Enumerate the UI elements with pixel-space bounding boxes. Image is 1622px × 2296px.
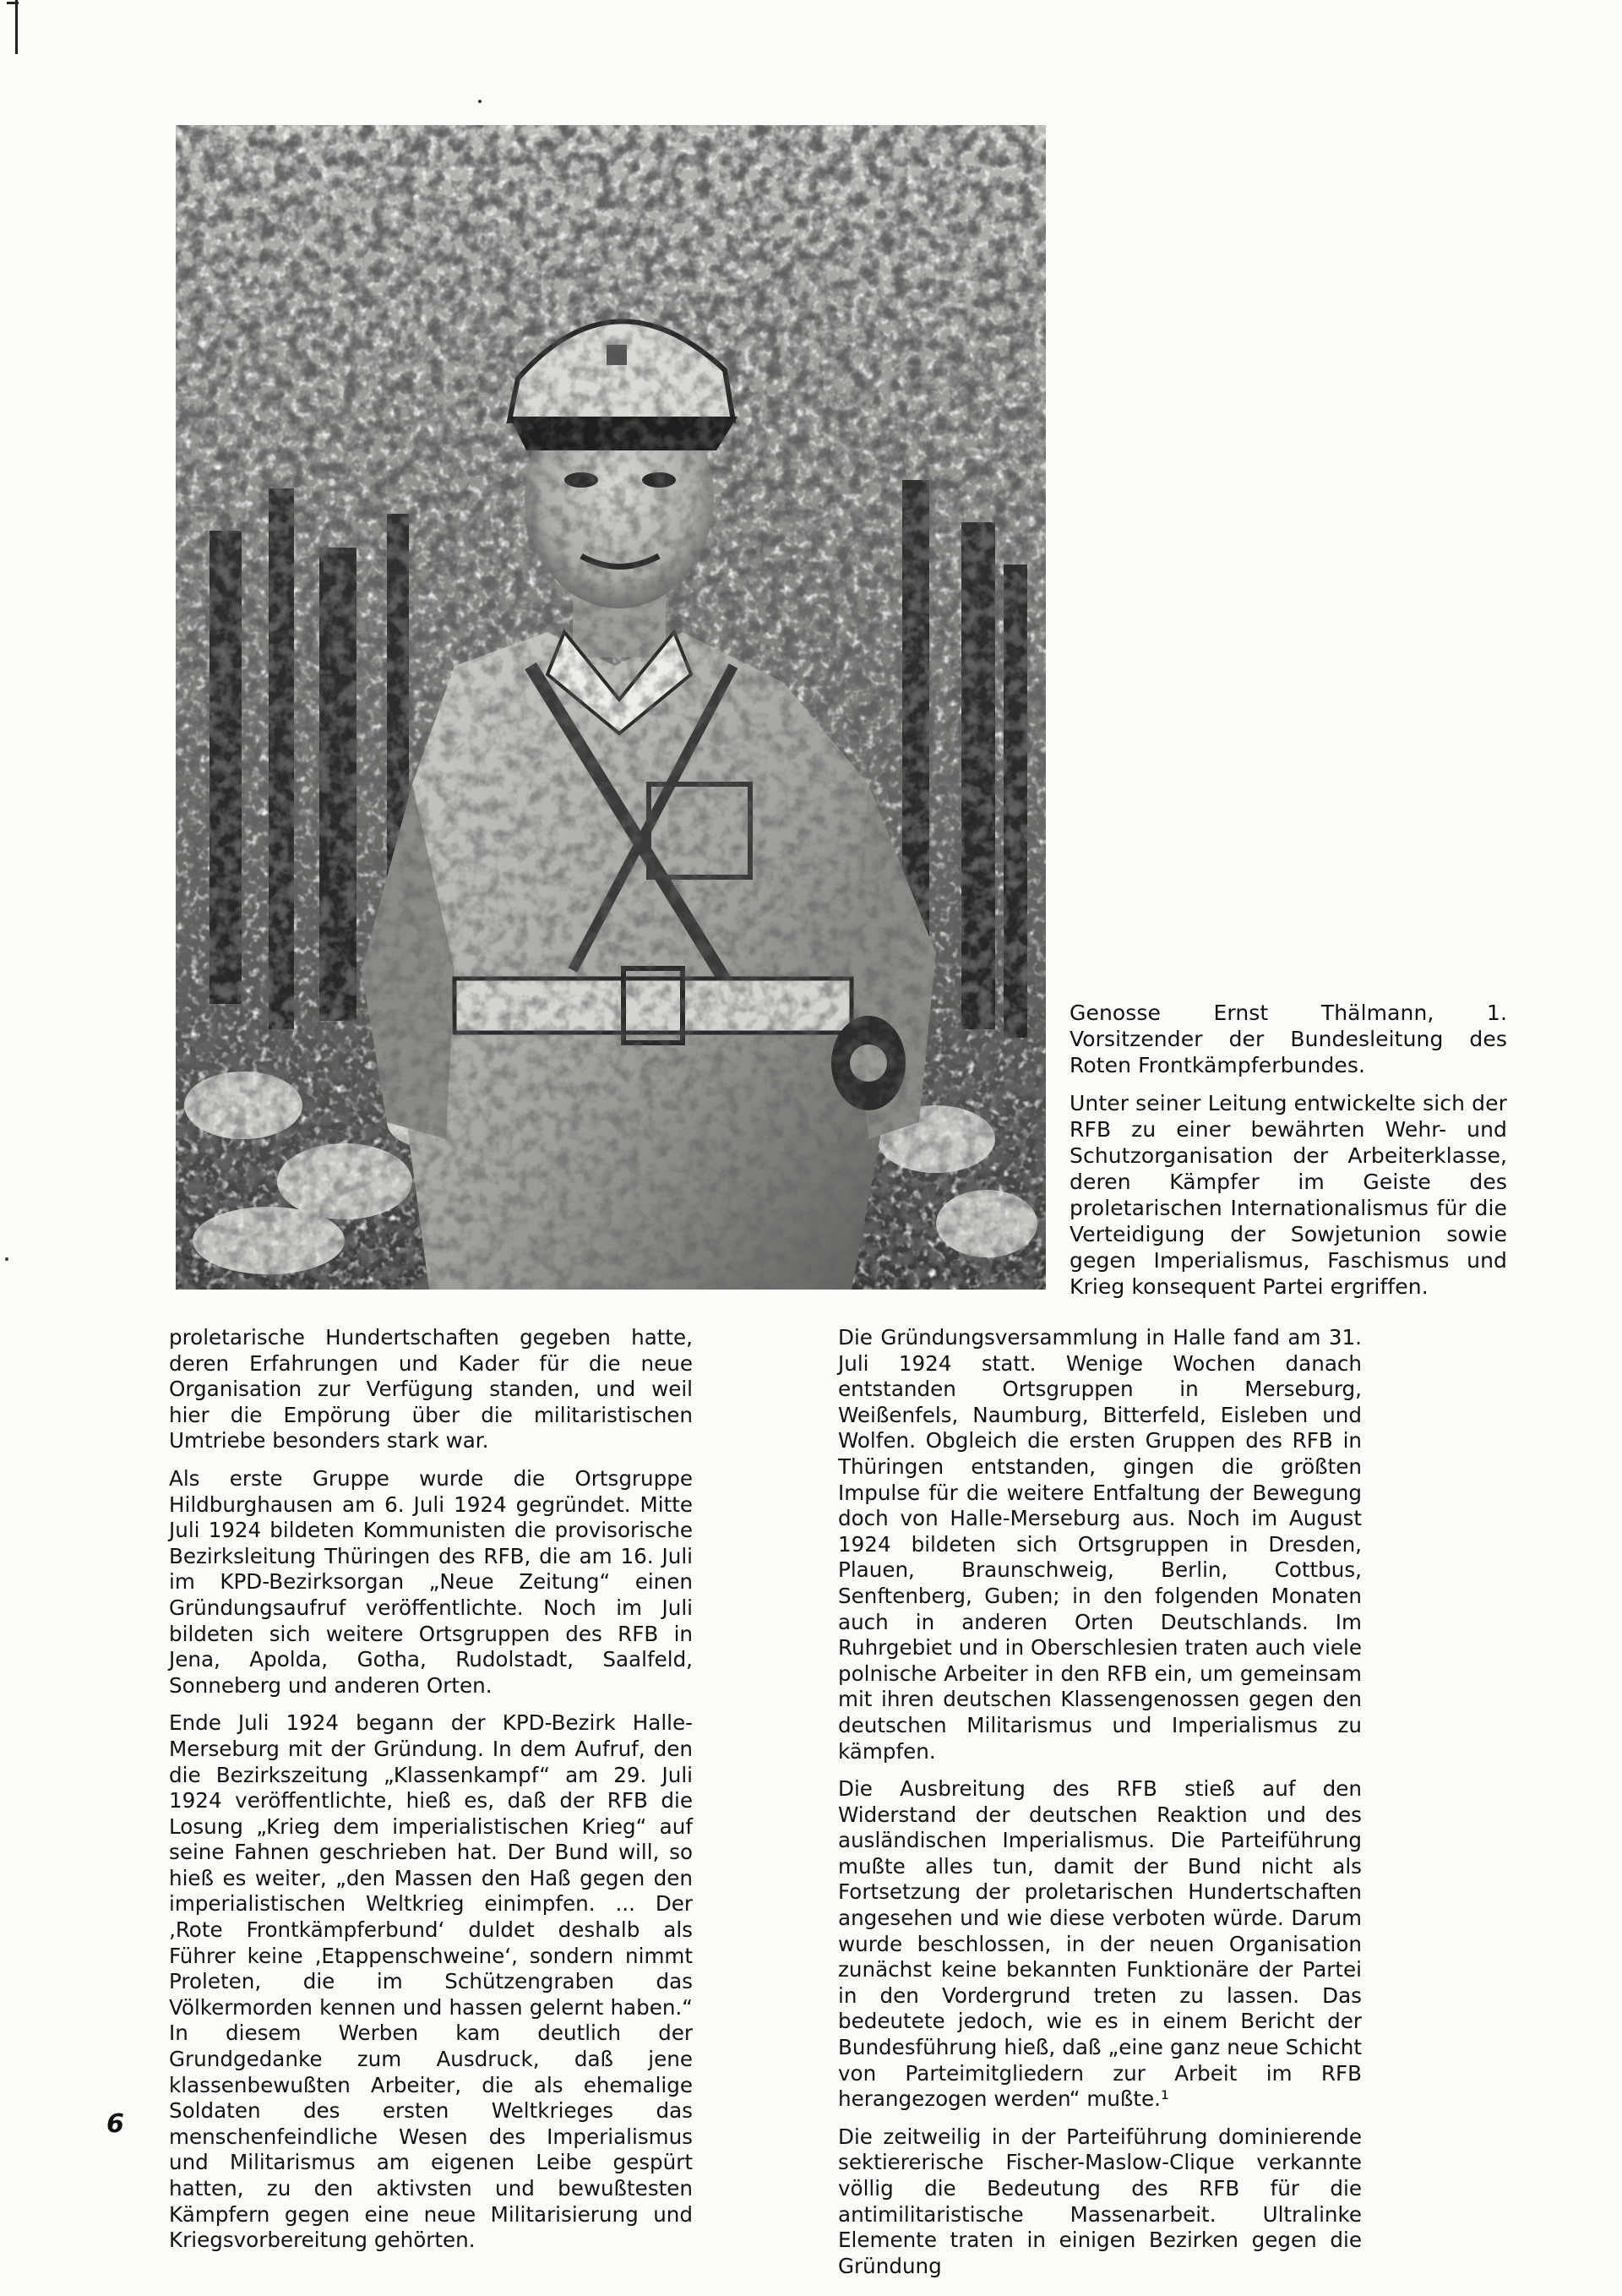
- caption-title: Genosse Ernst Thälmann, 1. Vorsitzender der Bundesleitung des Roten Frontkämpferbundes.: [1070, 1001, 1507, 1077]
- paragraph: proletarische Hundertschaften gegeben hatte, deren Erfahrungen und Kader für die neue Organisation zur Verfügung standen, und weil hier die Empörung über die militaristischen Umtriebe besonders stark war.: [169, 1325, 693, 1453]
- paragraph: Die Ausbreitung des RFB stieß auf den Widerstand der deutschen Reaktion und des ausländischen Imperialismus. Die Parteiführung mußte alles tun, damit der Bund nicht als Fortsetzung der proletarischen Hundertschaften angesehen und wie diese verboten würde. Darum wurde beschlossen, in der neuen Organisation zunächst keine bekannten Funktionäre der Partei in den Vordergrund treten zu lassen. Das bedeutete jedoch, wie es in einem Bericht der Bundesführung hieß, daß „eine ganz neue Schicht von Parteimitgliedern zur Arbeit im RFB herangezogen werden“ mußte.¹: [838, 1776, 1362, 2112]
- photo-caption: [1070, 1000, 1507, 1312]
- scan-speck: [478, 100, 482, 103]
- portrait-photo: [176, 125, 1046, 1290]
- scan-speck: [5, 1257, 8, 1261]
- paragraph: Ende Juli 1924 begann der KPD-Bezirk Halle-Merseburg mit der Gründung. In dem Aufruf, den die Bezirkszeitung „Klassenkampf“ am 29. Juli 1924 veröffentlichte, hieß es, daß der RFB die Losung „Krieg dem imperialistischen Krieg“ auf seine Fahnen geschrieben hat. Der Bund will, so hieß es weiter, „den Massen den Haß gegen den imperialistischen Weltkrieg einimpfen. ... Der ‚Rote Frontkämpferbund‘ duldet deshalb als Führer keine ‚Etappenschweine‘, sondern nimmt Proleten, die im Schützengraben das Völkermorden kennen und hassen gelernt haben.“ In diesem Werben kam deutlich der Grundgedanke zum Ausdruck, daß jene klassenbewußten Arbeiter, die als ehemalige Soldaten des ersten Weltkrieges das menschenfeindliche Wesen des Imperialismus und Militarismus am eigenen Leibe gespürt hatten, zu den aktivsten und bewußtesten Kämpfern gegen eine neue Militarisierung und Kriegsvorbereitung gehörten.: [169, 1710, 693, 2253]
- paragraph: Als erste Gruppe wurde die Ortsgruppe Hildburghausen am 6. Juli 1924 gegründet. Mitte Juli 1924 bildeten Kommunisten die provisorische Bezirksleitung Thüringen des RFB, die am 16. Juli im KPD-Bezirksorgan „Neue Zeitung“ einen Gründungsaufruf veröffentlichte. Noch im Juli bildeten sich weitere Ortsgruppen des RFB in Jena, Apolda, Gotha, Rudolstadt, Saalfeld, Sonneberg und anderen Orten.: [169, 1465, 693, 1698]
- paragraph: Die zeitweilig in der Parteiführung dominierende sektiererische Fischer-Maslow-Clique verkannte völlig die Bedeutung des RFB für die antimilitaristische Massenarbeit. Ultralinke Elemente traten in einigen Bezirken gegen die Gründung: [838, 2124, 1362, 2278]
- page-number: 6: [106, 2109, 124, 2139]
- paragraph: Die Gründungsversammlung in Halle fand am 31. Juli 1924 statt. Wenige Wochen danach entstanden Ortsgruppen in Merseburg, Weißenfels, Naumburg, Bitterfeld, Eisleben und Wolfen. Obgleich die ersten Gruppen des RFB in Thüringen entstanden, gingen die größten Impulse für die weitere Entfaltung der Bewegung doch von Halle-Merseburg aus. Noch im August 1924 bildeten sich Ortsgruppen in Dresden, Plauen, Braunschweig, Berlin, Cottbus, Senftenberg, Guben; in den folgenden Monaten auch in anderen Orten Deutschlands. Im Ruhrgebiet und in Oberschlesien traten auch viele polnische Arbeiter in den RFB ein, um gemeinsam mit ihren deutschen Klassengenossen gegen den deutschen Militarismus und Imperialismus zu kämpfen.: [838, 1325, 1362, 1764]
- scan-edge-mark: [7, 2, 19, 4]
- caption-body: Unter seiner Leitung entwickelte sich der RFB zu einer bewährten Wehr- und Schutzorganisation der Arbeiterklasse, deren Kämpfer im Geiste des proletarischen Internationalismus für die Verteidigung der Sowjetunion sowie gegen Imperialismus, Faschismus und Krieg konsequent Partei ergriffen.: [1070, 1091, 1507, 1299]
- scan-edge-mark: [15, 0, 18, 54]
- text-column-right: [838, 1325, 1362, 2291]
- text-column-left: [169, 1325, 693, 2266]
